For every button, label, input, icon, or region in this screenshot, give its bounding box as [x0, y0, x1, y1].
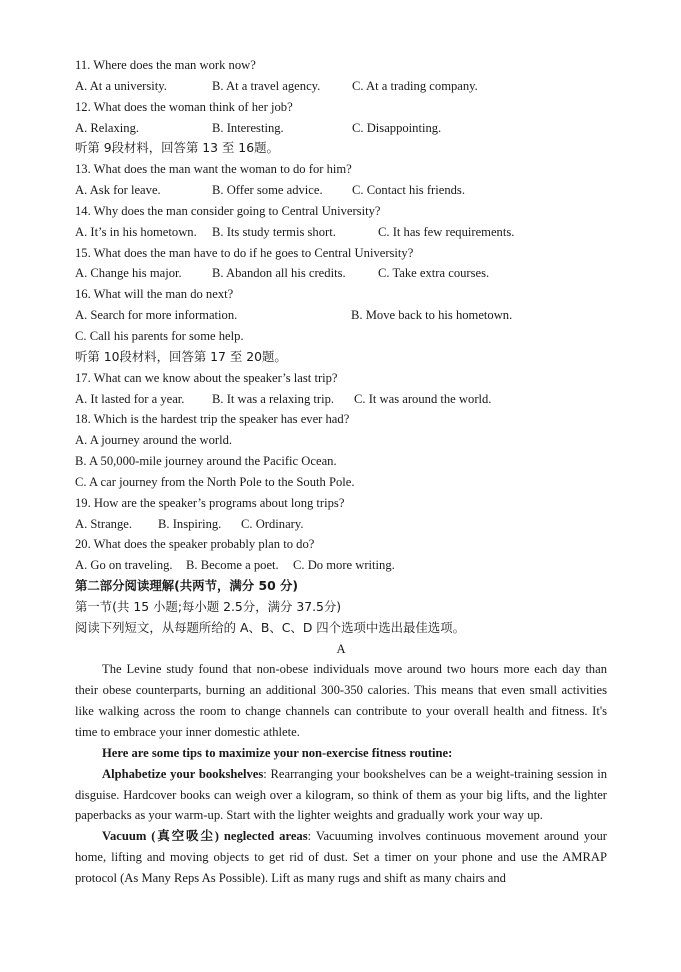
options-15	[75, 263, 607, 284]
option-b: B. Become a poet.	[186, 558, 279, 573]
option-c: C. It has few requirements.	[378, 224, 515, 239]
options-16	[75, 305, 607, 326]
passage-paragraph-1: The Levine study found that non-obese individuals move around two hours more each day than their obese counterparts, burning an additional 300-350 calories. This means that even small activities like walking across the room to change channels can contribute to your overall health and fitness. It's time to embrace your inner domestic athlete.	[75, 662, 607, 739]
option-b: B. Offer some advice.	[212, 183, 323, 198]
question-11: 11. Where does the man work now?	[75, 58, 256, 72]
option-a: A. It lasted for a year.	[75, 391, 185, 406]
question-18: 18. Which is the hardest trip the speaker has ever had?	[75, 412, 350, 427]
option-c: C. At a trading company.	[352, 78, 478, 93]
option-a: A. Strange.	[75, 516, 133, 531]
option-a: A. A journey around the world.	[75, 433, 233, 448]
options-13	[75, 180, 607, 201]
option-a: A. Ask for leave.	[75, 183, 161, 198]
option-c: C. Do more writing.	[293, 558, 395, 573]
option-b: B. Its study termis short.	[212, 224, 336, 239]
part2-section1: 第一节(共 15 小题;每小题 2.5分，满分 37.5分)	[75, 598, 342, 614]
part2-title: 第二部分阅读理解(共两节，满分 50 分)	[75, 578, 299, 594]
option-c: C. Disappointing.	[352, 120, 442, 135]
option-a: A. It’s in his hometown.	[75, 224, 197, 239]
question-19: 19. How are the speaker’s programs about long trips?	[75, 495, 345, 510]
option-a: A. Search for more information.	[75, 308, 238, 323]
option-b: B. Interesting.	[212, 120, 284, 135]
section-heading-9: 听第 9段材料，回答第 13 至 16题。	[75, 140, 279, 156]
question-16: 16. What will the man do next?	[75, 287, 234, 302]
tip-2-text: : Vacuuming involves continuous movement around your home, lifting and moving objects to get rid of dust. Set a timer on your phone and use the AMRAP protocol (As Many Reps As Possible). Lift as many rugs and shift as many chairs and	[75, 829, 607, 885]
option-c: C. It was around the world.	[354, 391, 492, 406]
options-12	[75, 118, 607, 139]
options-11	[75, 76, 607, 97]
option-b: B. Inspiring.	[158, 516, 222, 531]
option-b: B. At a travel agency.	[212, 78, 321, 93]
tips-heading-text: Here are some tips to maximize your non-exercise fitness routine:	[102, 745, 453, 760]
question-14: 14. Why does the man consider going to Central University?	[75, 203, 381, 218]
question-15: 15. What does the man have to do if he goes to Central University?	[75, 245, 414, 260]
option-c: C. A car journey from the North Pole to the South Pole.	[75, 474, 355, 489]
option-c: C. Contact his friends.	[352, 183, 465, 198]
option-b: B. A 50,000-mile journey around the Pacific Ocean.	[75, 454, 337, 469]
option-a: A. At a university.	[75, 78, 167, 93]
passage-label: A	[336, 641, 346, 656]
section-heading-10: 听第 10段材料，回答第 17 至 20题。	[75, 348, 287, 364]
option-b: B. Move back to his hometown.	[351, 308, 513, 323]
exam-page	[75, 55, 607, 889]
option-a: A. Relaxing.	[75, 120, 140, 135]
tip-1	[75, 764, 607, 827]
tips-heading	[75, 743, 607, 764]
option-c: C. Take extra courses.	[378, 266, 490, 281]
option-c: C. Call his parents for some help.	[75, 328, 244, 343]
question-20: 20. What does the speaker probably plan to do?	[75, 537, 315, 552]
options-14	[75, 222, 607, 243]
tip-1-title: Alphabetize your bookshelves	[102, 766, 264, 781]
options-17	[75, 389, 607, 410]
part2-instruction: 阅读下列短文，从每题所给的 A、B、C、D 四个选项中选出最佳选项。	[75, 619, 465, 635]
question-13: 13. What does the man want the woman to do for him?	[75, 162, 352, 177]
options-20	[75, 555, 607, 576]
tip-1-text: : Rearranging your bookshelves can be a weight-training session in disguise. Hardcover books can weigh over a kilogram, so think of them as your big lifts, and the lighter paperbacks as your warm-up. Start with the lighter weights and gradually work your way up.	[75, 766, 607, 823]
question-17: 17. What can we know about the speaker’s last trip?	[75, 370, 338, 385]
option-a: A. Go on traveling.	[75, 558, 173, 573]
option-b: B. Abandon all his credits.	[212, 266, 346, 281]
option-a: A. Change his major.	[75, 266, 182, 281]
options-19	[75, 514, 607, 535]
tip-2	[75, 826, 607, 889]
option-b: B. It was a relaxing trip.	[212, 391, 335, 406]
question-12: 12. What does the woman think of her job?	[75, 99, 293, 114]
option-c: C. Ordinary.	[241, 516, 304, 531]
tip-2-title: Vacuum (真空吸尘) neglected areas	[102, 829, 308, 844]
